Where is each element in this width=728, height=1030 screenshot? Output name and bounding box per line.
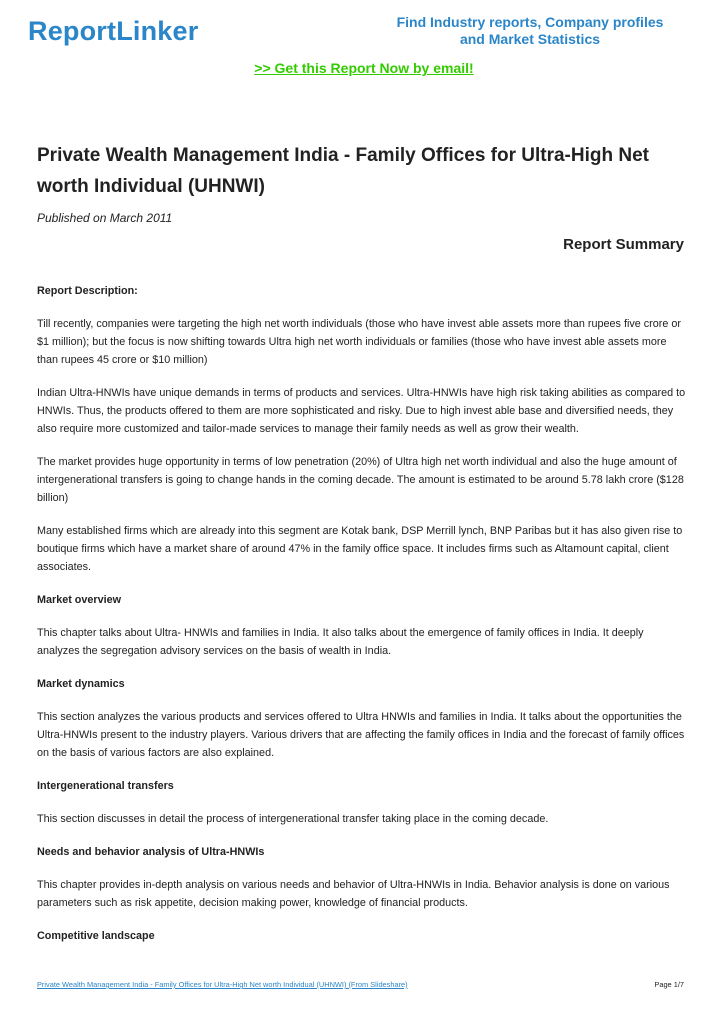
paragraph: Many established firms which are already into this segment are Kotak bank, DSP Merrill lynch, BNP Paribas but it has also given rise to boutique firms which have a market share of around 47% in the family office space. It includes firms such as Altamount capital, client associates. xyxy=(37,525,683,573)
section-heading: Needs and behavior analysis of Ultra-HNWIs xyxy=(37,846,265,858)
section-heading: Report Description: xyxy=(37,285,138,297)
paragraph: This chapter provides in-depth analysis on various needs and behavior of Ultra-HNWIs in India. Behavior analysis is done on various parameters such as risk appetite, decision making power, knowledge of financial products. xyxy=(37,879,670,909)
published-date: Published on March 2011 xyxy=(37,211,173,225)
report-summary-label: Report Summary xyxy=(563,236,684,253)
paragraph: Till recently, companies were targeting the high net worth individuals (those who have invest able assets more than rupees five crore or $1 million); but the focus is now shifting towards Ultra high net worth individuals or families (those who have invest able assets more than rupees 45 crore or $10 million) xyxy=(37,318,681,366)
reportlinker-logo[interactable]: ReportLinker xyxy=(28,16,199,46)
section-heading: Market dynamics xyxy=(37,678,125,690)
paragraph: Indian Ultra-HNWIs have unique demands in terms of products and services. Ultra-HNWIs have high risk taking abilities as compared to HNWIs. Thus, the products offered to them are more sophisticated and risky. Due to high invest able base and diversified needs, they also require more customized and tailor-made services to manage their family needs as well as grow their wealth. xyxy=(37,387,686,435)
page-number: Page 1/7 xyxy=(654,980,684,989)
section-heading: Intergenerational transfers xyxy=(37,780,174,792)
paragraph: This chapter talks about Ultra- HNWIs and families in India. It also talks about the emergence of family offices in India. It deeply analyzes the segregation advisory services on the basis of wealth in India. xyxy=(37,627,644,657)
tagline-line-2: and Market Statistics xyxy=(459,31,601,47)
paragraph: This section discusses in detail the process of intergenerational transfer taking place in the coming decade. xyxy=(37,813,549,825)
get-report-email-link[interactable]: >> Get this Report Now by email! xyxy=(254,60,474,76)
paragraph: The market provides huge opportunity in terms of low penetration (20%) of Ultra high net worth individual and also the huge amount of intergenerational transfers is going to change hands in the coming decade. The amount is estimated to be around 5.78 lakh crore ($128 billion) xyxy=(37,456,684,504)
footer-source-link[interactable]: Private Wealth Management India - Family Offices for Ultra-High Net worth Individual (UHNWI) (From Slideshare) xyxy=(37,980,408,989)
report-content xyxy=(37,282,689,960)
section-heading: Market overview xyxy=(37,594,122,606)
report-title: Private Wealth Management India - Family Offices for Ultra-High Net worth Individual (UHNWI) xyxy=(37,145,649,197)
tagline-line-1: Find Industry reports, Company profiles xyxy=(396,14,664,30)
section-heading: Competitive landscape xyxy=(37,930,155,942)
paragraph: This section analyzes the various products and services offered to Ultra HNWIs and families in India. It talks about the opportunities the Ultra-HNWIs present to the industry players. Various drivers that are affecting the family offices in India and the forecast of family offices on the basis of various factors are also explained. xyxy=(37,711,685,759)
header-tagline xyxy=(380,14,680,48)
